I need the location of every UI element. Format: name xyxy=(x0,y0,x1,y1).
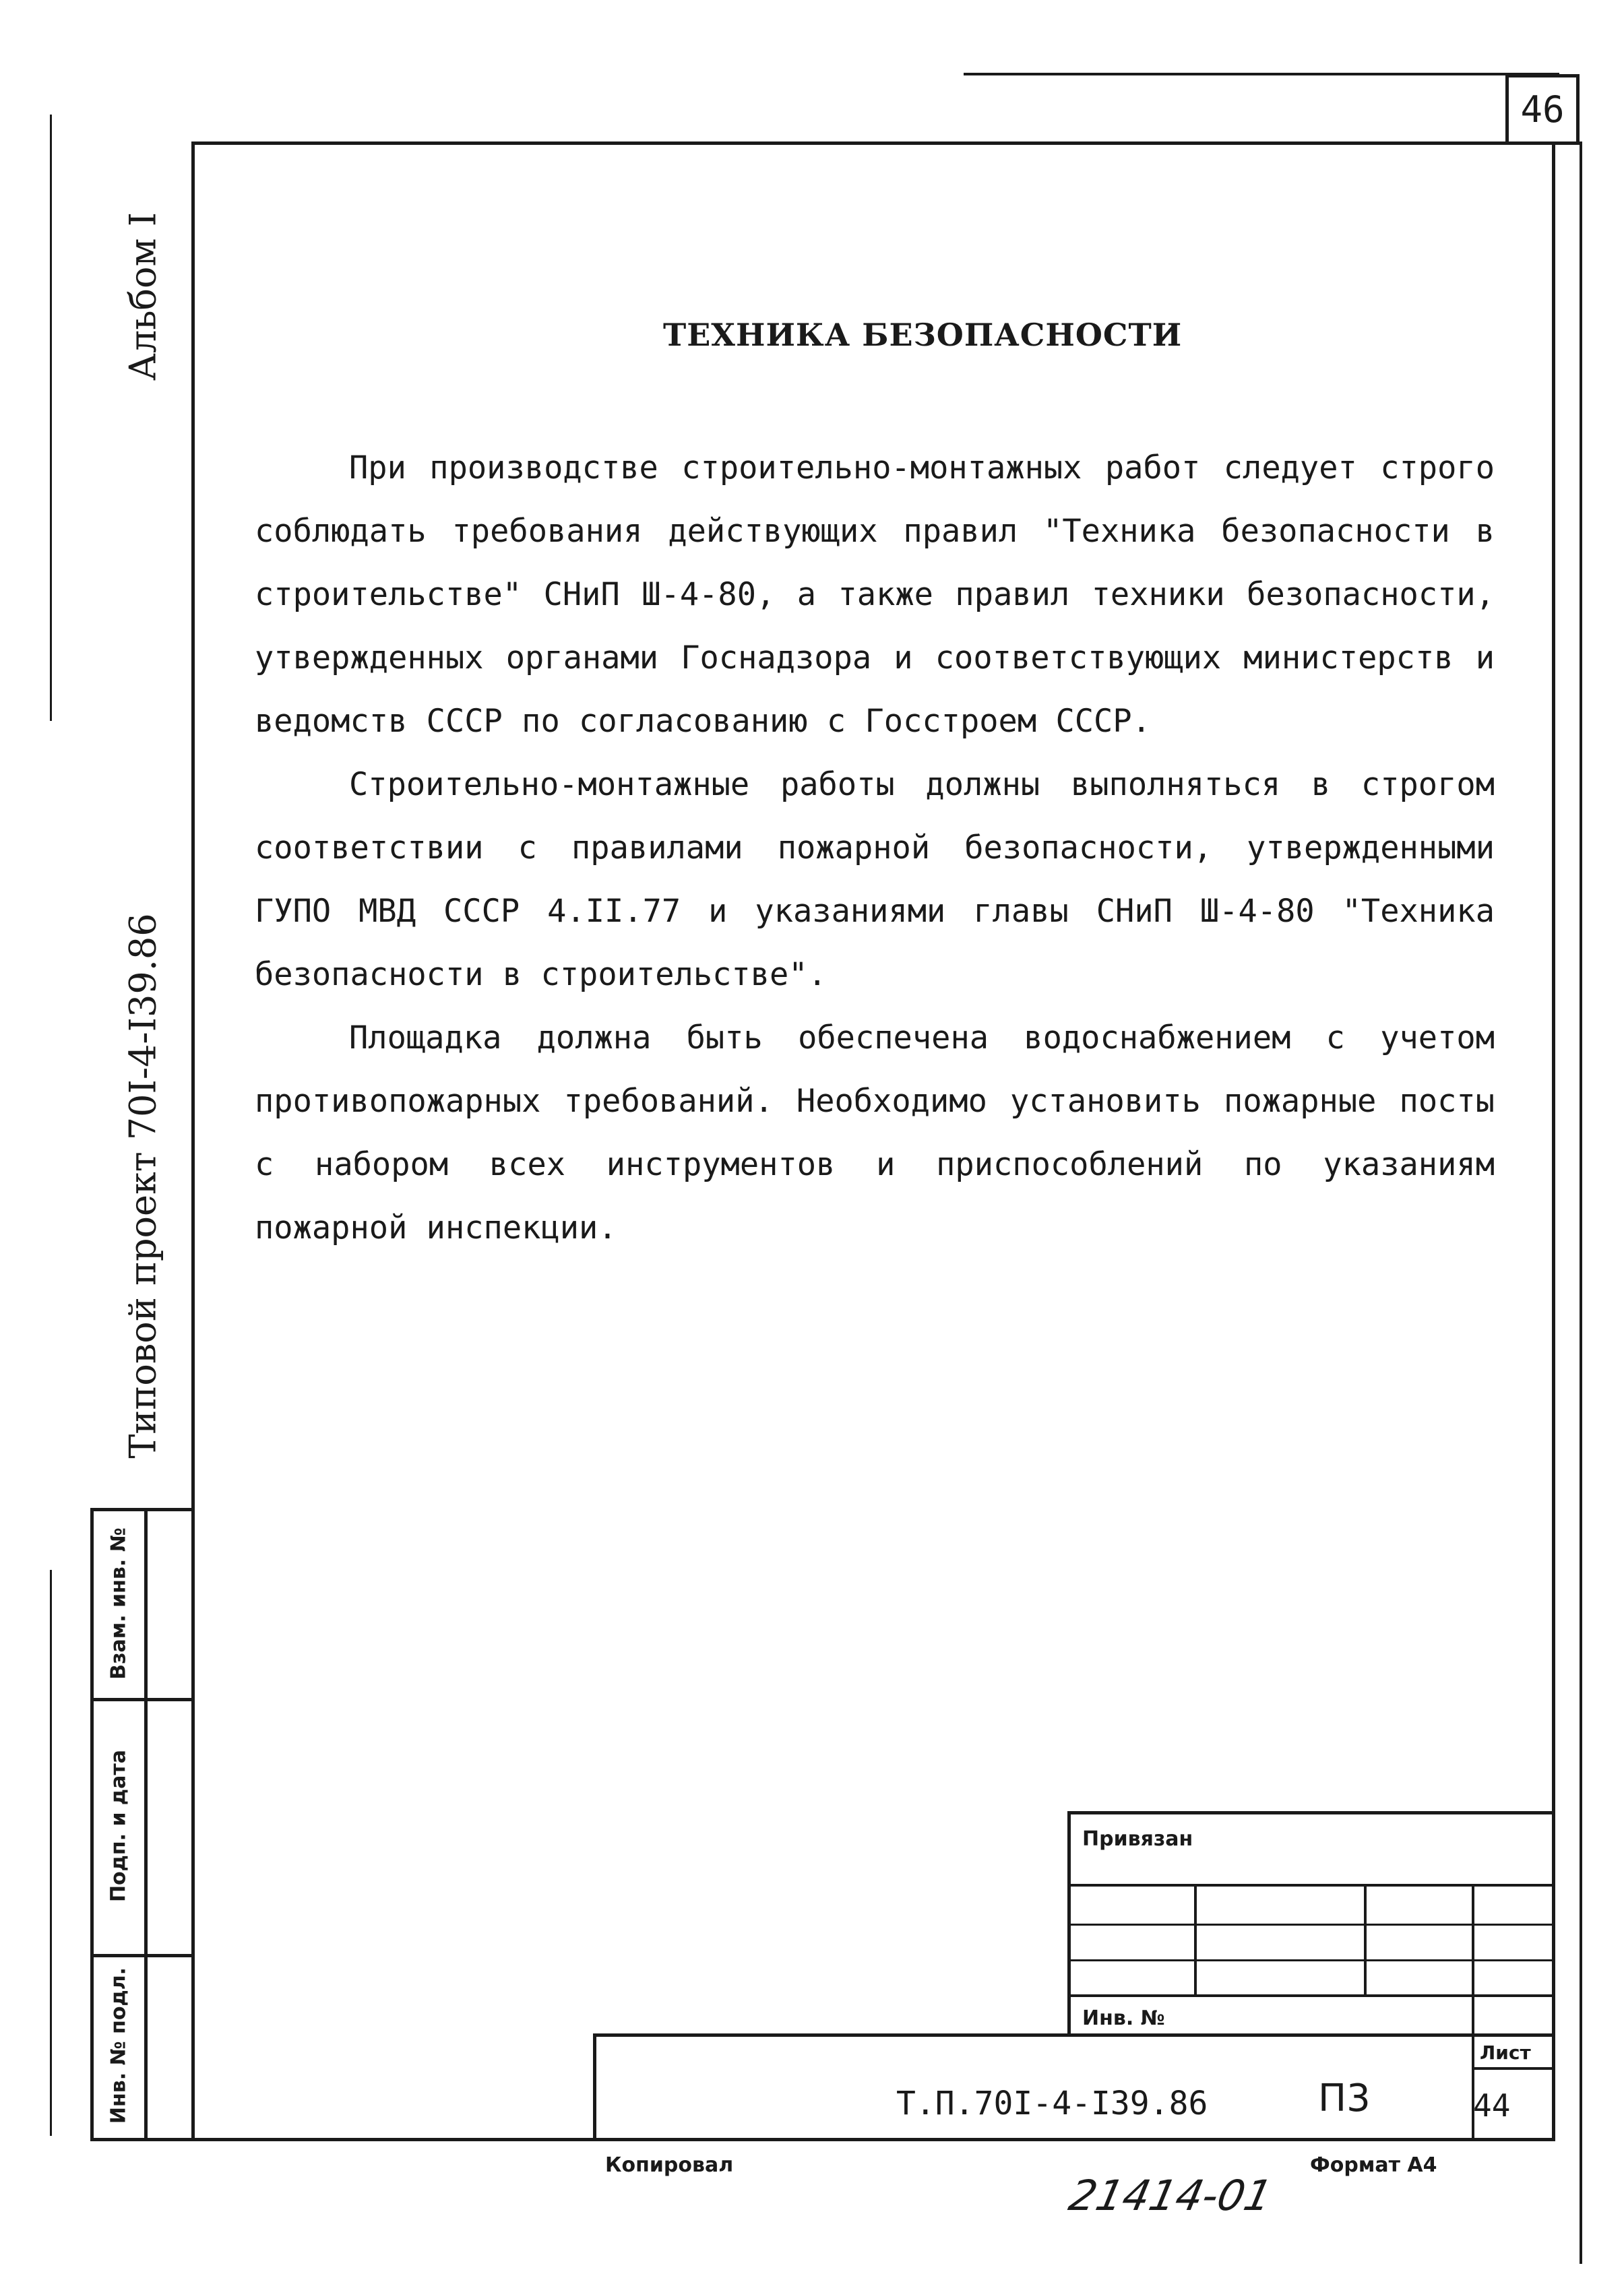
paragraph-1: При производстве строительно-монтажных работ следует строго соблюдать требования действующих правил "Техника безопасности в строительстве" СНиП Ш-4-80, а также правил техники безопасности, утвержденных органами Госнадзора и соответствующих министерств и ведомств СССР по согласованию с Госстроем СССР. xyxy=(255,449,1495,740)
stamp-divider-1 xyxy=(90,1698,191,1701)
stamp-signature-label: Подп. и дата xyxy=(106,1749,131,1903)
left-scan-line-lower xyxy=(50,1570,52,2136)
tb-row-1 xyxy=(1067,1884,1555,1887)
left-scan-line xyxy=(50,115,52,721)
copied-label: Копировал xyxy=(605,2153,734,2177)
handwritten-number: 21414-01 xyxy=(1065,2171,1277,2220)
top-edge-line xyxy=(964,73,1559,75)
paragraph-2: Строительно-монтажные работы должны выполняться в строгом соответствии с правилами пожарной безопасности, утвержденными ГУПО МВД СССР 4.II.77 и указаниями главы СНиП Ш-4-80 "Техника безопасности в строительстве". xyxy=(255,766,1495,993)
stamp-replacement-label: Взам. инв. № xyxy=(106,1527,131,1680)
tb-main-top xyxy=(593,2033,1555,2037)
paragraph-3: Площадка должна быть обеспечена водоснабжением с учетом противопожарных требований. Необходимо установить пожарные посты с набором всех инструментов и приспособлений по указаниям пожарной инспекции. xyxy=(255,1019,1495,1246)
tb-row-4 xyxy=(1067,1994,1555,1997)
document-body xyxy=(255,437,1495,1260)
stamp-border-mid xyxy=(144,1508,148,2141)
section-code: П3 xyxy=(1318,2077,1371,2120)
right-edge-line xyxy=(1580,141,1582,2264)
inventory-label: Инв. № xyxy=(1082,2006,1165,2030)
document-title: ТЕХНИКА БЕЗОПАСНОСТИ xyxy=(663,317,1183,353)
stamp-divider-bottom xyxy=(90,2138,191,2141)
sheet-number: 44 xyxy=(1473,2087,1511,2124)
attached-label: Привязан xyxy=(1082,1827,1193,1851)
tb-outer-top xyxy=(1067,1811,1555,1814)
tb-row-3 xyxy=(1067,1959,1555,1961)
tb-main-left xyxy=(593,2033,596,2141)
stamp-divider-top xyxy=(90,1508,191,1511)
tb-col-2 xyxy=(1364,1884,1367,1996)
stamp-divider-2 xyxy=(90,1954,191,1957)
album-label: Альбом I xyxy=(121,212,164,381)
stamp-inventory-label: Инв. № подл. xyxy=(106,1967,131,2124)
tb-row-2 xyxy=(1067,1924,1555,1926)
document-code: Т.П.70I-4-I39.86 xyxy=(896,2085,1208,2122)
format-label: Формат А4 xyxy=(1310,2153,1437,2177)
page-number: 46 xyxy=(1505,74,1580,145)
tb-col-1 xyxy=(1194,1884,1197,1996)
sheet-label: Лист xyxy=(1480,2042,1531,2064)
tb-sheet-divider xyxy=(1472,2067,1555,2070)
project-label: Типовой проект 70I-4-I39.86 xyxy=(121,913,164,1459)
stamp-border-left xyxy=(90,1508,94,2141)
